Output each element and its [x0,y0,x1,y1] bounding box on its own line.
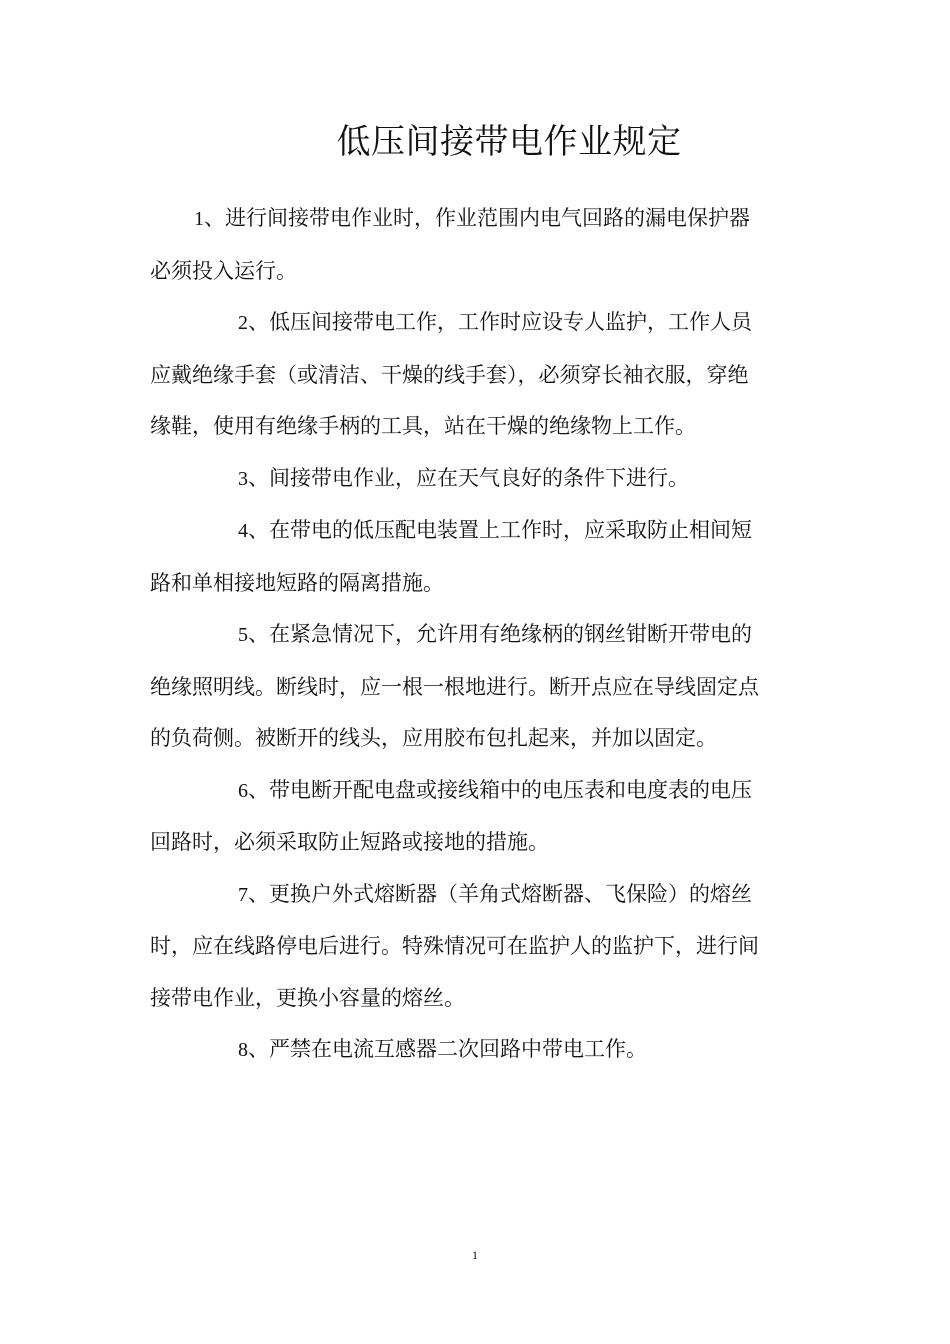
paragraph-1-number: 1 [194,208,204,230]
paragraph-1-text-1: 、进行间接带电作业时，作业范围内电气回路的漏电保护器 [204,206,750,230]
paragraph-2-line-2: 应戴绝缘手套（或清洁、干燥的线手套），必须穿长袖衣服，穿绝 [150,362,749,387]
document-body [150,193,800,1077]
paragraph-6-line-1 [150,765,800,818]
paragraph-5-line-2: 绝缘照明线。断线时，应一根一根地进行。断开点应在导线固定点 [150,674,759,699]
paragraph-4-line-1 [150,505,800,558]
paragraph-4-number: 4 [238,520,248,542]
paragraph-7-line-1 [150,869,800,922]
paragraph-5-line-3: 的负荷侧。被断开的线头，应用胶布包扎起来，并加以固定。 [150,726,717,750]
paragraph-3-text-1: 、间接带电作业，应在天气良好的条件下进行。 [248,465,689,490]
paragraph-8-number: 8 [238,1039,248,1061]
paragraph-6-line-2: 回路时，必须采取防止短路或接地的措施。 [150,830,549,854]
paragraph-4-text-1: 、在带电的低压配电装置上工作时，应采取防止相间短 [248,518,752,542]
paragraph-1-line-1 [150,193,800,246]
page-number: 1 [472,1248,478,1262]
paragraph-5-number: 5 [238,624,248,646]
paragraph-2-line-1 [150,297,800,350]
paragraph-3-line-1 [150,453,800,506]
paragraph-5-line-1 [150,609,800,662]
paragraph-5-text-1: 、在紧急情况下，允许用有绝缘柄的钢丝钳断开带电的 [248,622,752,646]
paragraph-4-line-2: 路和单相接地短路的隔离措施。 [150,570,444,595]
paragraph-2-line-3: 缘鞋，使用有绝缘手柄的工具，站在干燥的绝缘物上工作。 [150,414,696,438]
paragraph-8-text-1: 、严禁在电流互感器二次回路中带电工作。 [248,1037,647,1061]
paragraph-7-line-3: 接带电作业，更换小容量的熔丝。 [150,985,465,1010]
paragraph-6-text-1: 、带电断开配电盘或接线箱中的电压表和电度表的电压 [248,777,752,802]
paragraph-3-number: 3 [238,467,248,490]
paragraph-8-line-1 [150,1024,800,1077]
paragraph-2-number: 2 [238,312,248,334]
paragraph-7-text-1: 、更换户外式熔断器（羊角式熔断器、飞保险）的熔丝 [248,881,752,906]
paragraph-7-number: 7 [238,883,248,906]
paragraph-7-line-2: 时，应在线路停电后进行。特殊情况可在监护人的监护下，进行间 [150,934,759,958]
paragraph-2-text-1: 、低压间接带电工作，工作时应设专人监护，工作人员 [248,310,752,334]
document-title: 低压间接带电作业规定 [336,122,682,162]
paragraph-6-number: 6 [238,779,248,802]
paragraph-1-line-2: 必须投入运行。 [150,258,297,283]
